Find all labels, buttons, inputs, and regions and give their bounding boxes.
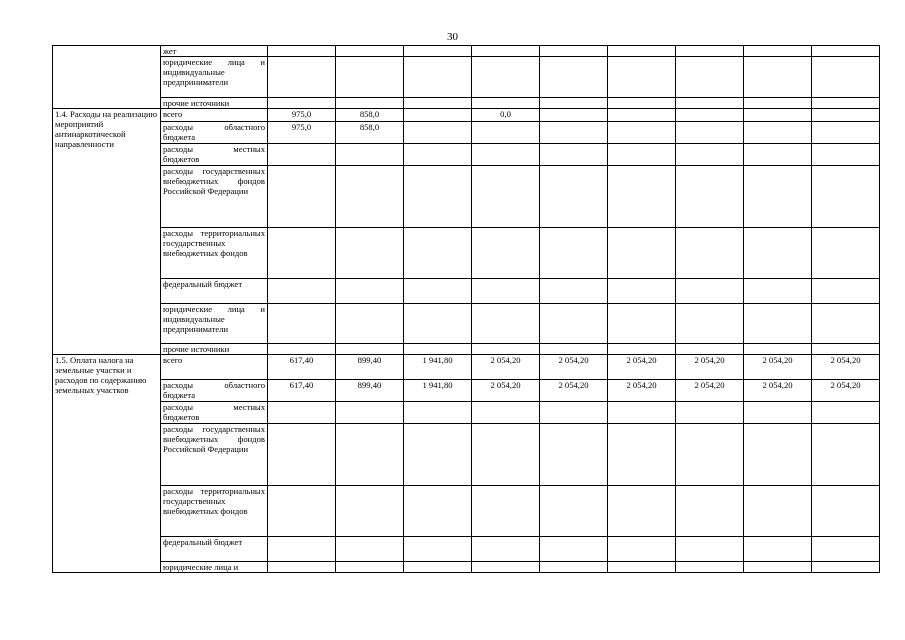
value-cell [472, 279, 540, 304]
value-cell [608, 537, 676, 562]
value-cell [812, 402, 880, 424]
value-cell [608, 562, 676, 573]
value-cell [676, 166, 744, 228]
value-cell [404, 144, 472, 166]
value-cell [608, 122, 676, 144]
value-cell [744, 228, 812, 279]
value-cell: 1 941,80 [404, 380, 472, 402]
value-cell [608, 304, 676, 344]
value-cell: 2 054,20 [540, 380, 608, 402]
measure-name-cell [53, 46, 161, 109]
value-cell [336, 228, 404, 279]
value-cell [812, 537, 880, 562]
value-cell [676, 228, 744, 279]
funding-source-cell: жет [161, 46, 268, 57]
value-cell: 858,0 [336, 109, 404, 122]
table-row [53, 355, 880, 380]
value-cell: 0,0 [472, 109, 540, 122]
value-cell [608, 279, 676, 304]
value-cell [676, 279, 744, 304]
value-cell [540, 279, 608, 304]
value-cell [336, 279, 404, 304]
funding-source-cell: расходы местных бюджетов [161, 402, 268, 424]
value-cell [812, 486, 880, 537]
value-cell [268, 46, 336, 57]
value-cell [268, 279, 336, 304]
value-cell [540, 109, 608, 122]
value-cell [472, 304, 540, 344]
funding-source-cell: юридические лица и индивидуальные предприниматели [161, 304, 268, 344]
value-cell [676, 424, 744, 486]
table-row [53, 228, 880, 279]
value-cell [540, 304, 608, 344]
value-cell [268, 228, 336, 279]
value-cell [336, 486, 404, 537]
value-cell [676, 304, 744, 344]
funding-source-cell: расходы местных бюджетов [161, 144, 268, 166]
value-cell [540, 46, 608, 57]
value-cell: 899,40 [336, 380, 404, 402]
value-cell [744, 46, 812, 57]
value-cell [336, 562, 404, 573]
value-cell [268, 166, 336, 228]
funding-source-cell: расходы государственных внебюджетных фондов Российской Федерации [161, 166, 268, 228]
table-row [53, 562, 880, 573]
measure-name-cell: 1.4. Расходы на реализацию мероприятий антинаркотической направленности [53, 109, 161, 355]
value-cell [268, 562, 336, 573]
value-cell [540, 122, 608, 144]
value-cell [336, 402, 404, 424]
funding-source-cell: прочие источники [161, 98, 268, 109]
value-cell [812, 562, 880, 573]
value-cell [404, 537, 472, 562]
value-cell [812, 122, 880, 144]
value-cell: 975,0 [268, 122, 336, 144]
value-cell: 899,40 [336, 355, 404, 380]
funding-source-cell: прочие источники [161, 344, 268, 355]
table-row [53, 304, 880, 344]
value-cell [268, 304, 336, 344]
value-cell [472, 228, 540, 279]
value-cell [268, 402, 336, 424]
value-cell [676, 122, 744, 144]
value-cell [744, 562, 812, 573]
value-cell [540, 562, 608, 573]
value-cell [608, 228, 676, 279]
value-cell [676, 402, 744, 424]
value-cell [812, 144, 880, 166]
value-cell [540, 537, 608, 562]
value-cell [744, 166, 812, 228]
value-cell [472, 424, 540, 486]
table-row [53, 279, 880, 304]
value-cell [744, 57, 812, 98]
table-row [53, 166, 880, 228]
value-cell [472, 46, 540, 57]
value-cell [336, 144, 404, 166]
value-cell [268, 486, 336, 537]
value-cell [404, 344, 472, 355]
table-row [53, 57, 880, 98]
value-cell [540, 166, 608, 228]
value-cell [812, 279, 880, 304]
value-cell [404, 304, 472, 344]
table-row [53, 424, 880, 486]
value-cell [608, 424, 676, 486]
value-cell [540, 424, 608, 486]
value-cell [676, 144, 744, 166]
value-cell [608, 46, 676, 57]
value-cell [608, 402, 676, 424]
funding-source-cell: расходы территориальных государственных внебюджетных фондов [161, 486, 268, 537]
value-cell [404, 166, 472, 228]
value-cell [608, 166, 676, 228]
value-cell [404, 486, 472, 537]
value-cell [608, 109, 676, 122]
value-cell [268, 98, 336, 109]
value-cell [812, 57, 880, 98]
value-cell [676, 98, 744, 109]
value-cell [676, 486, 744, 537]
value-cell [540, 486, 608, 537]
value-cell [744, 98, 812, 109]
value-cell [540, 57, 608, 98]
value-cell: 2 054,20 [744, 355, 812, 380]
value-cell: 2 054,20 [540, 355, 608, 380]
value-cell [676, 537, 744, 562]
value-cell: 2 054,20 [676, 355, 744, 380]
value-cell: 617,40 [268, 380, 336, 402]
page-number: 30 [447, 31, 458, 43]
value-cell [404, 57, 472, 98]
value-cell [812, 46, 880, 57]
value-cell [336, 46, 404, 57]
measure-name-cell: 1.5. Оплата налога на земельные участки и расходов по содержанию земельных участков [53, 355, 161, 573]
value-cell: 858,0 [336, 122, 404, 144]
value-cell [404, 228, 472, 279]
value-cell [404, 279, 472, 304]
table-row [53, 122, 880, 144]
value-cell [812, 424, 880, 486]
funding-source-cell: юридические лица и индивидуальные предприниматели [161, 57, 268, 98]
funding-source-cell: всего [161, 109, 268, 122]
value-cell [268, 537, 336, 562]
funding-source-cell: расходы областного бюджета [161, 380, 268, 402]
value-cell [608, 344, 676, 355]
value-cell [404, 424, 472, 486]
value-cell [336, 537, 404, 562]
value-cell: 2 054,20 [608, 380, 676, 402]
value-cell: 2 054,20 [812, 380, 880, 402]
table-row [53, 380, 880, 402]
value-cell [540, 344, 608, 355]
value-cell [472, 98, 540, 109]
value-cell [744, 537, 812, 562]
value-cell [336, 344, 404, 355]
value-cell [744, 344, 812, 355]
value-cell [676, 57, 744, 98]
value-cell [404, 109, 472, 122]
value-cell [268, 344, 336, 355]
table-row [53, 537, 880, 562]
value-cell [472, 166, 540, 228]
value-cell [744, 486, 812, 537]
value-cell: 2 054,20 [744, 380, 812, 402]
table-row [53, 109, 880, 122]
value-cell [744, 402, 812, 424]
value-cell: 2 054,20 [608, 355, 676, 380]
value-cell [404, 98, 472, 109]
value-cell [404, 402, 472, 424]
value-cell [404, 46, 472, 57]
value-cell [744, 109, 812, 122]
funding-source-cell: расходы областного бюджета [161, 122, 268, 144]
value-cell [608, 98, 676, 109]
value-cell [472, 402, 540, 424]
value-cell: 2 054,20 [472, 355, 540, 380]
value-cell: 1 941,80 [404, 355, 472, 380]
funding-source-cell: юридические лица и [161, 562, 268, 573]
table-row [53, 344, 880, 355]
value-cell [472, 486, 540, 537]
funding-source-cell: всего [161, 355, 268, 380]
value-cell [540, 98, 608, 109]
value-cell: 617,40 [268, 355, 336, 380]
value-cell: 2 054,20 [472, 380, 540, 402]
funding-source-cell: расходы государственных внебюджетных фондов Российской Федерации [161, 424, 268, 486]
value-cell [812, 228, 880, 279]
value-cell [472, 144, 540, 166]
value-cell [540, 228, 608, 279]
value-cell [744, 144, 812, 166]
value-cell [336, 304, 404, 344]
table-body [53, 46, 880, 573]
value-cell [676, 109, 744, 122]
value-cell [472, 344, 540, 355]
value-cell [404, 562, 472, 573]
value-cell [744, 279, 812, 304]
value-cell [812, 344, 880, 355]
value-cell [268, 424, 336, 486]
value-cell [812, 304, 880, 344]
value-cell [676, 562, 744, 573]
value-cell [812, 166, 880, 228]
value-cell [744, 304, 812, 344]
value-cell [336, 98, 404, 109]
table-row [53, 144, 880, 166]
value-cell [744, 424, 812, 486]
value-cell [472, 57, 540, 98]
table-row [53, 486, 880, 537]
value-cell [336, 57, 404, 98]
budget-table [52, 45, 880, 573]
funding-source-cell: расходы территориальных государственных внебюджетных фондов [161, 228, 268, 279]
value-cell [472, 537, 540, 562]
value-cell [336, 424, 404, 486]
value-cell [472, 562, 540, 573]
value-cell [676, 46, 744, 57]
table-row [53, 98, 880, 109]
table-row [53, 46, 880, 57]
value-cell [404, 122, 472, 144]
value-cell [540, 144, 608, 166]
value-cell [540, 402, 608, 424]
funding-source-cell: федеральный бюджет [161, 537, 268, 562]
value-cell [812, 98, 880, 109]
value-cell: 2 054,20 [676, 380, 744, 402]
value-cell [812, 109, 880, 122]
value-cell [608, 144, 676, 166]
value-cell [608, 57, 676, 98]
value-cell [336, 166, 404, 228]
value-cell [268, 57, 336, 98]
value-cell [676, 344, 744, 355]
value-cell: 975,0 [268, 109, 336, 122]
table-row [53, 402, 880, 424]
funding-source-cell: федеральный бюджет [161, 279, 268, 304]
value-cell [472, 122, 540, 144]
value-cell [268, 144, 336, 166]
value-cell [744, 122, 812, 144]
value-cell: 2 054,20 [812, 355, 880, 380]
value-cell [608, 486, 676, 537]
